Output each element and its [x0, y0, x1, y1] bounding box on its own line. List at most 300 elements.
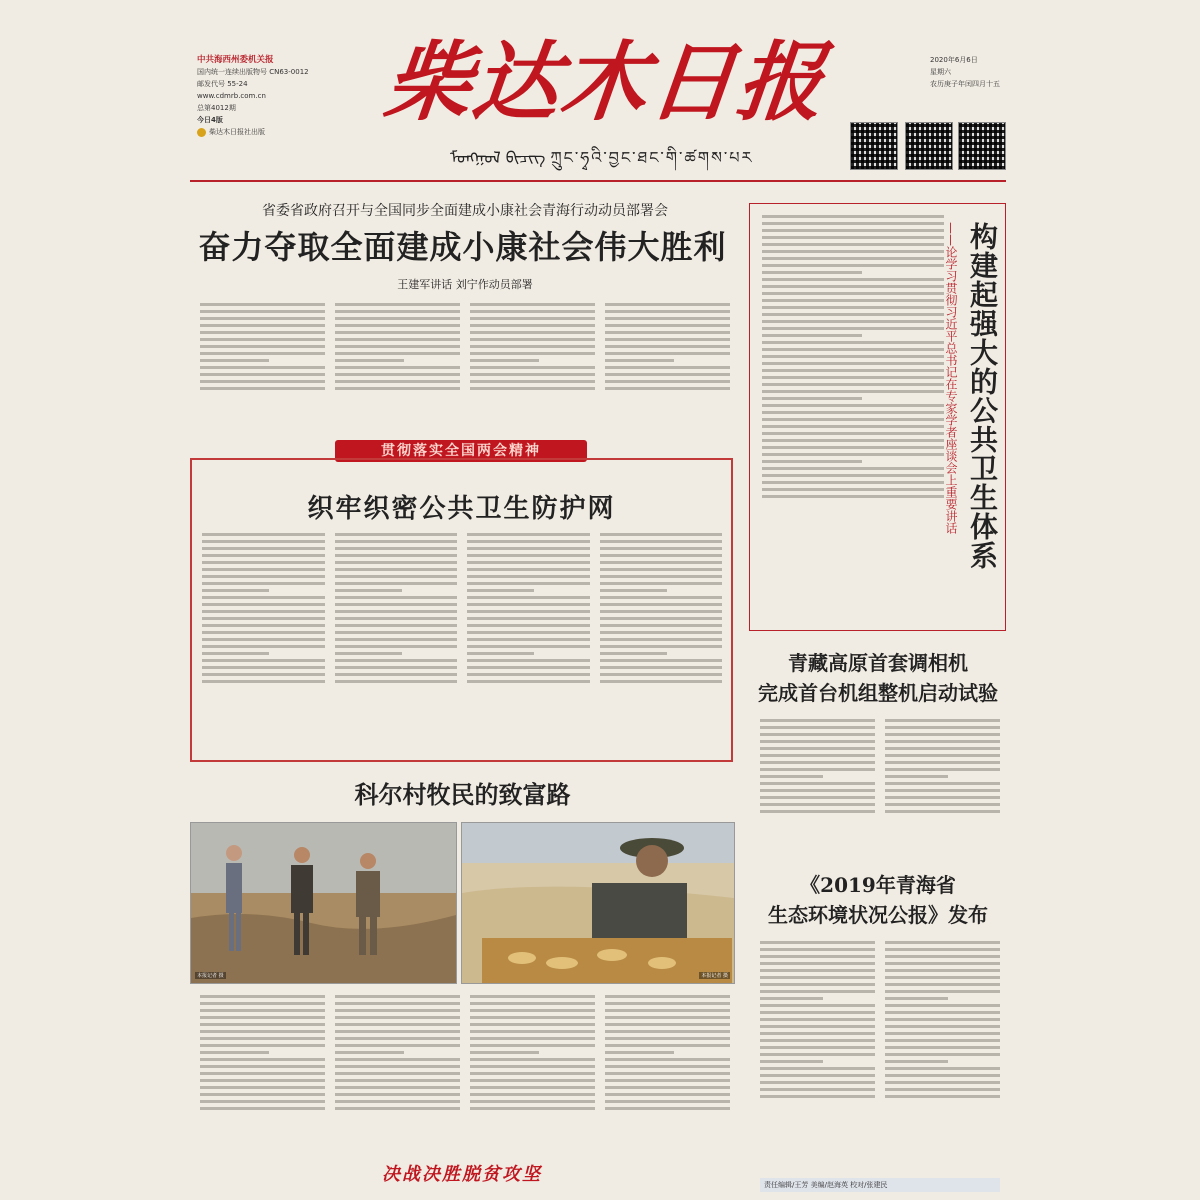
text-line: [335, 1030, 460, 1033]
text-line: [605, 366, 730, 369]
date-block: [930, 54, 1010, 90]
text-line: [335, 1037, 460, 1040]
text-line: [605, 1044, 730, 1047]
text-line: [335, 638, 458, 641]
text-column: [470, 300, 595, 430]
website-link[interactable]: www.cdmrb.com.cn: [197, 92, 266, 100]
text-line: [467, 645, 590, 648]
text-column: [202, 530, 325, 752]
commentary-body: [762, 212, 944, 622]
publisher-name: 柴达木日报社出版: [209, 128, 265, 136]
text-line: [600, 659, 723, 662]
headline-line: 完成首台机组整机启动试验: [758, 681, 998, 705]
ecology-story-body: [760, 938, 1000, 1168]
text-line: [335, 596, 458, 599]
text-line: [200, 1044, 325, 1047]
photo-credit: 本报记者 摄: [701, 973, 728, 979]
text-line: [470, 310, 595, 313]
text-line: [760, 955, 875, 958]
text-line: [605, 1079, 730, 1082]
text-line: [605, 1037, 730, 1040]
text-line: [760, 983, 875, 986]
text-line: [885, 1074, 1000, 1077]
text-line: [335, 624, 458, 627]
text-line: [200, 331, 325, 334]
page-count: 今日4版: [197, 116, 223, 124]
text-line: [200, 345, 325, 348]
text-line: [467, 666, 590, 669]
text-line: [605, 1093, 730, 1096]
text-line: [467, 589, 534, 592]
text-line: [335, 1065, 460, 1068]
text-line: [762, 474, 944, 477]
section-ribbon: 贯彻落实全国两会精神: [335, 440, 587, 462]
text-line: [760, 754, 875, 757]
text-column: [470, 992, 595, 1164]
text-line: [335, 568, 458, 571]
text-line: [605, 1058, 730, 1061]
text-line: [760, 1053, 875, 1056]
text-line: [200, 1100, 325, 1103]
text-line: [762, 229, 944, 232]
text-line: [470, 1016, 595, 1019]
text-line: [885, 1032, 1000, 1035]
text-line: [335, 1051, 404, 1054]
qr-code-icon[interactable]: [958, 122, 1006, 170]
text-line: [335, 359, 404, 362]
text-line: [760, 1039, 875, 1042]
text-line: [470, 303, 595, 306]
text-line: [760, 796, 875, 799]
text-line: [762, 215, 944, 218]
photo-herders[interactable]: [190, 822, 457, 984]
text-line: [762, 236, 944, 239]
text-line: [885, 1053, 1000, 1056]
text-line: [467, 568, 590, 571]
text-line: [885, 796, 1000, 799]
text-line: [470, 1100, 595, 1103]
text-line: [335, 582, 458, 585]
text-line: [762, 383, 944, 386]
text-line: [335, 373, 460, 376]
text-line: [885, 1060, 948, 1063]
text-line: [335, 631, 458, 634]
text-line: [467, 540, 590, 543]
text-line: [885, 969, 1000, 972]
text-line: [762, 432, 944, 435]
text-line: [335, 1086, 460, 1089]
text-line: [885, 726, 1000, 729]
text-line: [335, 589, 402, 592]
text-line: [202, 666, 325, 669]
text-line: [605, 1002, 730, 1005]
text-line: [600, 568, 723, 571]
text-line: [202, 638, 325, 641]
headline-line: 生态环境状况公报》发布: [768, 903, 988, 927]
text-line: [600, 617, 723, 620]
text-line: [600, 673, 723, 676]
text-line: [467, 659, 590, 662]
text-line: [335, 352, 460, 355]
text-line: [885, 719, 1000, 722]
text-line: [760, 1095, 875, 1098]
text-line: [202, 582, 325, 585]
text-line: [200, 1030, 325, 1033]
text-line: [200, 1093, 325, 1096]
text-line: [760, 747, 875, 750]
text-line: [467, 617, 590, 620]
issn-line: 国内统一连续出版物号 CN63-0012: [197, 68, 309, 76]
text-line: [335, 575, 458, 578]
text-line: [470, 366, 595, 369]
text-line: [335, 331, 460, 334]
text-line: [760, 789, 875, 792]
text-line: [885, 948, 1000, 951]
text-line: [762, 369, 944, 372]
text-line: [470, 359, 539, 362]
text-line: [885, 1095, 1000, 1098]
text-line: [335, 303, 460, 306]
text-line: [885, 803, 1000, 806]
text-line: [600, 596, 723, 599]
text-line: [200, 1037, 325, 1040]
text-line: [762, 453, 944, 456]
text-line: [470, 1107, 595, 1110]
text-line: [202, 554, 325, 557]
text-line: [605, 317, 730, 320]
text-line: [762, 320, 944, 323]
text-line: [762, 446, 944, 449]
masthead-rule: [190, 180, 1006, 182]
text-line: [335, 1100, 460, 1103]
text-line: [605, 338, 730, 341]
photo-farmer-image: [462, 823, 734, 983]
text-column: [335, 992, 460, 1164]
text-line: [470, 1044, 595, 1047]
text-line: [885, 1067, 1000, 1070]
text-line: [600, 540, 723, 543]
text-column: [335, 300, 460, 430]
text-line: [760, 997, 823, 1000]
text-line: [202, 631, 325, 634]
text-line: [467, 610, 590, 613]
text-line: [200, 324, 325, 327]
ecology-story-headline[interactable]: [750, 870, 1006, 930]
text-line: [760, 1081, 875, 1084]
text-line: [885, 775, 948, 778]
text-line: [335, 645, 458, 648]
text-line: [762, 467, 944, 470]
text-line: [605, 324, 730, 327]
text-line: [470, 1065, 595, 1068]
text-column: [760, 938, 875, 1168]
text-line: [885, 782, 1000, 785]
text-line: [762, 411, 944, 414]
headline-line: 《2019年青海省: [800, 873, 956, 897]
text-line: [600, 638, 723, 641]
text-line: [762, 488, 944, 491]
editor-credits: 责任编辑/王芳 美编/赵海英 校对/张建民: [760, 1178, 1000, 1192]
text-line: [605, 310, 730, 313]
text-line: [335, 366, 460, 369]
text-line: [760, 719, 875, 722]
village-story-body: [200, 992, 730, 1164]
text-line: [200, 1023, 325, 1026]
text-line: [467, 638, 590, 641]
text-line: [200, 1016, 325, 1019]
text-line: [760, 768, 875, 771]
text-line: [470, 1093, 595, 1096]
text-line: [885, 1039, 1000, 1042]
text-line: [335, 680, 458, 683]
org-line: 中共海西州委机关报: [197, 55, 274, 65]
text-line: [762, 222, 944, 225]
text-line: [470, 331, 595, 334]
text-line: [760, 1032, 875, 1035]
text-line: [202, 673, 325, 676]
text-line: [600, 610, 723, 613]
text-line: [762, 341, 944, 344]
text-line: [470, 352, 595, 355]
text-line: [762, 460, 862, 463]
text-line: [200, 366, 325, 369]
text-line: [335, 1072, 460, 1075]
text-line: [202, 680, 325, 683]
text-line: [335, 673, 458, 676]
text-line: [762, 313, 944, 316]
text-line: [760, 1074, 875, 1077]
text-line: [762, 257, 944, 260]
village-story-headline[interactable]: 科尔村牧民的致富路: [354, 780, 571, 809]
text-line: [762, 495, 944, 498]
text-line: [200, 1051, 269, 1054]
text-line: [760, 941, 875, 944]
text-line: [600, 666, 723, 669]
text-line: [202, 596, 325, 599]
text-line: [467, 652, 534, 655]
text-line: [605, 1086, 730, 1089]
text-line: [202, 568, 325, 571]
text-line: [885, 962, 1000, 965]
text-line: [335, 1044, 460, 1047]
text-line: [605, 359, 674, 362]
text-line: [202, 533, 325, 536]
text-line: [605, 1065, 730, 1068]
lead-kicker: 省委省政府召开与全国同步全面建成小康社会青海行动动员部署会: [262, 203, 668, 219]
text-column: [885, 716, 1000, 858]
text-line: [760, 990, 875, 993]
text-line: [467, 554, 590, 557]
text-line: [467, 533, 590, 536]
commentary-subtitle: ——论学习贯彻习近平总书记在专家学者座谈会上重要讲话: [944, 222, 958, 534]
text-column: [605, 992, 730, 1164]
text-line: [467, 673, 590, 676]
text-line: [885, 740, 1000, 743]
text-line: [762, 243, 944, 246]
text-line: [605, 995, 730, 998]
text-line: [335, 1093, 460, 1096]
masthead-info: [197, 54, 367, 138]
text-line: [605, 1009, 730, 1012]
text-line: [605, 387, 730, 390]
text-line: [600, 582, 723, 585]
text-line: [467, 575, 590, 578]
text-line: [202, 540, 325, 543]
text-line: [470, 1051, 539, 1054]
text-line: [335, 603, 458, 606]
text-line: [467, 631, 590, 634]
text-column: [885, 938, 1000, 1168]
text-line: [335, 1002, 460, 1005]
headline-line: 青藏高原首套调相机: [788, 651, 968, 675]
text-line: [202, 575, 325, 578]
text-line: [600, 561, 723, 564]
text-line: [335, 345, 460, 348]
text-line: [335, 659, 458, 662]
text-line: [202, 603, 325, 606]
text-line: [600, 652, 667, 655]
text-line: [335, 1016, 460, 1019]
text-line: [470, 317, 595, 320]
publisher-row: [197, 126, 367, 138]
text-line: [470, 1037, 595, 1040]
text-line: [762, 348, 944, 351]
text-line: [885, 1004, 1000, 1007]
weekday: 星期六: [930, 68, 951, 76]
text-line: [762, 397, 862, 400]
text-line: [885, 789, 1000, 792]
text-line: [885, 997, 948, 1000]
text-line: [202, 645, 325, 648]
text-line: [470, 995, 595, 998]
text-line: [762, 306, 944, 309]
text-line: [762, 264, 944, 267]
text-line: [600, 603, 723, 606]
text-line: [467, 596, 590, 599]
text-line: [600, 680, 723, 683]
text-line: [762, 285, 944, 288]
text-line: [600, 547, 723, 550]
text-column: [467, 530, 590, 752]
text-line: [760, 803, 875, 806]
text-line: [605, 1051, 674, 1054]
camera-story-body: [760, 716, 1000, 858]
text-line: [470, 1072, 595, 1075]
photo-credit: 本报记者 摄: [197, 973, 224, 979]
text-line: [600, 645, 723, 648]
text-line: [760, 969, 875, 972]
text-line: [760, 810, 875, 813]
qr-code-icon[interactable]: [905, 122, 953, 170]
text-line: [467, 561, 590, 564]
text-line: [200, 359, 269, 362]
text-line: [760, 1018, 875, 1021]
text-line: [885, 976, 1000, 979]
text-line: [885, 1025, 1000, 1028]
photo-farmer[interactable]: [461, 822, 735, 984]
text-line: [762, 334, 862, 337]
text-line: [470, 1009, 595, 1012]
text-line: [470, 1086, 595, 1089]
text-line: [335, 617, 458, 620]
text-line: [470, 1079, 595, 1082]
text-line: [605, 1030, 730, 1033]
text-line: [605, 380, 730, 383]
postal-code-line: 邮发代号 55-24: [197, 80, 248, 88]
text-column: [200, 300, 325, 430]
camera-story-headline[interactable]: [750, 648, 1006, 708]
boxed-article-headline[interactable]: 织牢织密公共卫生防护网: [307, 494, 616, 524]
text-line: [200, 1009, 325, 1012]
text-line: [600, 554, 723, 557]
publisher-logo-icon: [197, 128, 206, 137]
text-line: [202, 652, 269, 655]
text-line: [760, 726, 875, 729]
text-line: [605, 1100, 730, 1103]
qr-code-icon[interactable]: [850, 122, 898, 170]
text-line: [335, 610, 458, 613]
newspaper-title: 柴达木日报: [379, 32, 831, 133]
text-line: [467, 680, 590, 683]
text-line: [885, 1011, 1000, 1014]
text-line: [605, 352, 730, 355]
text-line: [885, 983, 1000, 986]
text-line: [885, 990, 1000, 993]
text-line: [762, 292, 944, 295]
boxed-article-body: [202, 530, 722, 752]
text-line: [200, 310, 325, 313]
text-line: [470, 1023, 595, 1026]
text-line: [335, 995, 460, 998]
text-line: [467, 547, 590, 550]
issue-number: 总第4012期: [197, 104, 236, 112]
text-line: [335, 533, 458, 536]
text-line: [760, 775, 823, 778]
text-line: [470, 373, 595, 376]
text-line: [335, 1079, 460, 1082]
text-line: [470, 387, 595, 390]
lunar-date: 农历庚子年闰四月十五: [930, 80, 1000, 88]
text-line: [600, 575, 723, 578]
text-line: [605, 331, 730, 334]
text-line: [335, 324, 460, 327]
text-line: [762, 299, 944, 302]
text-line: [335, 387, 460, 390]
text-line: [200, 387, 325, 390]
commentary-title[interactable]: 构建起强大的公共卫生体系: [966, 222, 999, 570]
text-line: [762, 327, 944, 330]
text-line: [760, 948, 875, 951]
text-line: [200, 380, 325, 383]
text-line: [885, 1088, 1000, 1091]
text-line: [600, 631, 723, 634]
text-line: [335, 1058, 460, 1061]
text-line: [762, 278, 944, 281]
text-line: [200, 338, 325, 341]
text-line: [885, 1046, 1000, 1049]
text-line: [605, 345, 730, 348]
text-line: [760, 976, 875, 979]
text-line: [760, 1088, 875, 1091]
text-line: [600, 624, 723, 627]
text-line: [760, 1004, 875, 1007]
text-line: [760, 1046, 875, 1049]
text-line: [470, 1030, 595, 1033]
text-line: [470, 1002, 595, 1005]
text-line: [200, 373, 325, 376]
lead-headline[interactable]: 奋力夺取全面建成小康社会伟大胜利: [198, 228, 727, 266]
text-line: [885, 747, 1000, 750]
